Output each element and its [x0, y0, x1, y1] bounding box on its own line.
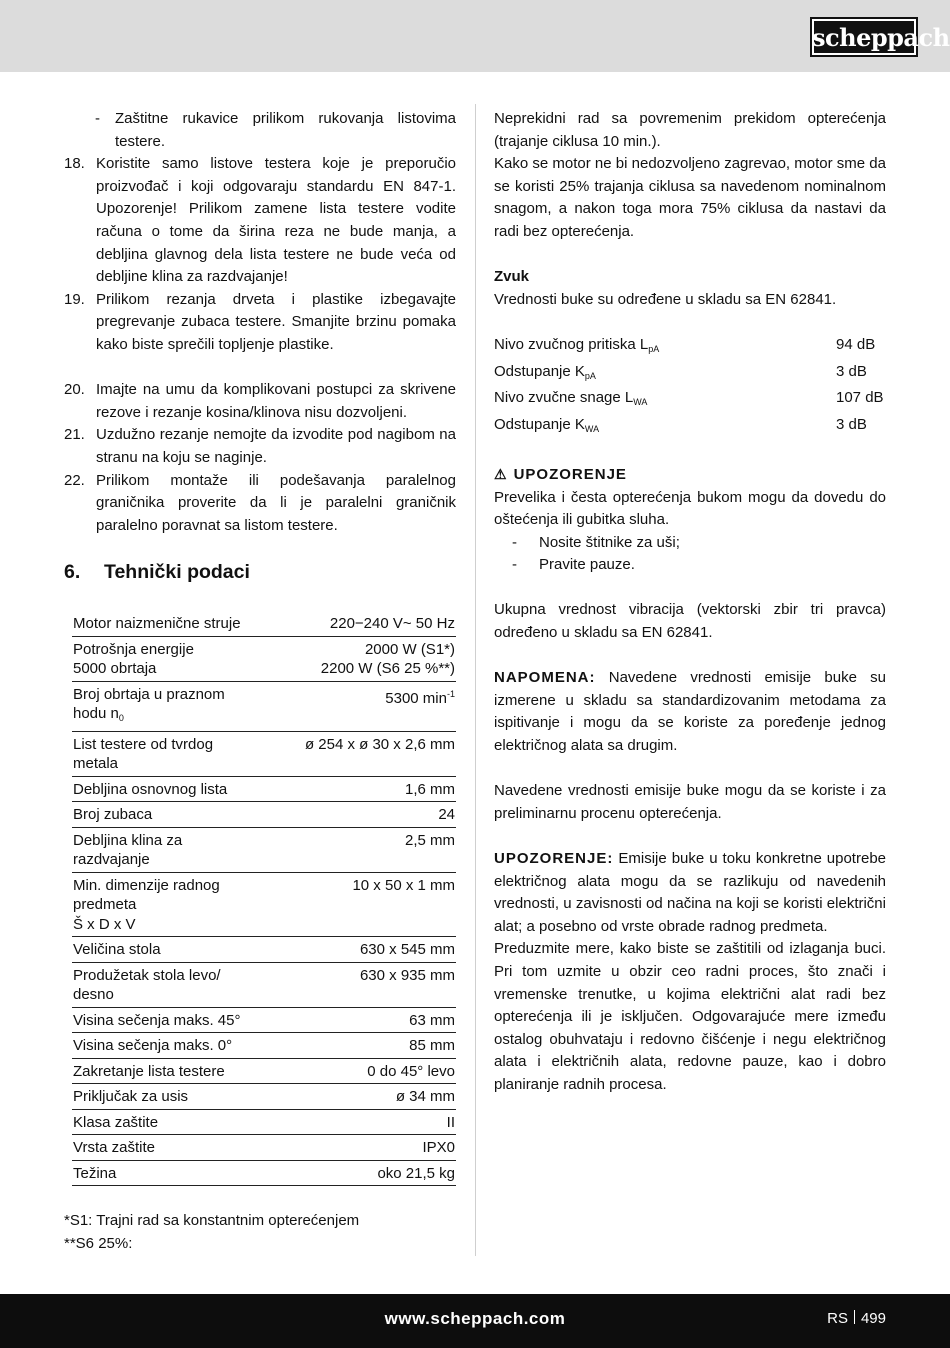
noise-value: 3 dB — [836, 362, 867, 380]
spec-label: Vrsta zaštite — [72, 1135, 302, 1161]
table-row — [72, 937, 456, 963]
paragraph: UPOZORENJE: Emisije buke u toku konkretne upotrebe električnog alata mogu da se razlikuju od navedenih vrednosti, u zavisnosti od načina na koji se koristi električni alat; a posebno od vrste obrade radnog predmeta. — [494, 850, 886, 935]
list-number: 19. — [64, 290, 85, 308]
list-bullet: - — [95, 110, 100, 127]
paragraph: Ukupna vrednost vibracija (vektorski zbir tri pravca) određeno u skladu sa EN 62841. — [494, 601, 886, 642]
spec-value: 24 — [302, 802, 456, 828]
table-row — [72, 776, 456, 802]
noise-label: Odstupanje K — [494, 362, 585, 380]
spec-value: 1,6 mm — [302, 776, 456, 802]
noise-label: Odstupanje K — [494, 415, 585, 433]
spec-label: Klasa zaštite — [72, 1109, 302, 1135]
noise-label: Nivo zvučne snage L — [494, 389, 634, 407]
table-row — [72, 1033, 456, 1059]
spec-value: 10 x 50 x 1 mm — [302, 872, 456, 937]
paragraph: Prevelika i česta opterećenja bukom mogu da dovedu do oštećenja ili gubitka sluha. — [494, 488, 886, 529]
spec-label: Veličina stola — [72, 937, 302, 963]
paragraph: Neprekidni rad sa povremenim prekidom opterećenja (trajanje ciklusa 10 min.). — [494, 110, 886, 150]
footnote: **S6 25%: — [64, 1234, 133, 1252]
spec-label: Produžetak stola levo/ desno — [72, 962, 302, 1007]
safety-list-b — [64, 379, 456, 537]
list-number: 21. — [64, 426, 85, 444]
spec-label: Visina sečenja maks. 0° — [72, 1033, 302, 1059]
list-item: Odstupanje $K_{pA}$ 3 dB — [494, 361, 886, 388]
footnotes — [64, 1210, 456, 1255]
list-item: - Nosite štitnike za uši; — [494, 532, 886, 555]
website-link[interactable]: www.scheppach.com — [384, 1309, 566, 1328]
spec-label: Težina — [72, 1160, 302, 1186]
table-row — [72, 1160, 456, 1186]
technical-data-table — [72, 612, 456, 1186]
paragraph: Preduzmite mere, kako biste se zaštitili od izlaganja buci. Pri tom uzmite u obzir ceo radni proces, što znači i vremenske trenutke, u kojima električni alat radi bez opterećenja ili je isključen. Odgovarajuće mere između ostalog obuhvataju i redovno čišćenje i negu električnog alata i električnih alata, redovne pauze, kao i dobro planiranje radnih procesa. — [494, 940, 886, 1093]
list-text: Zaštitne rukavice prilikom rukovanja listovima testere. — [115, 110, 456, 150]
list-text: Pravite pauze. — [539, 556, 635, 574]
paragraph: Vrednosti buke su određene u skladu sa EN 62841. — [494, 290, 837, 308]
table-row — [72, 1109, 456, 1135]
list-item — [64, 289, 456, 357]
spec-value: II — [302, 1109, 456, 1135]
table-row — [72, 1135, 456, 1161]
list-text: Imajte na umu da komplikovani postupci za skrivene rezove i rezanje kosina/klinova nisu dozvoljeni. — [96, 381, 456, 421]
table-row — [72, 636, 456, 681]
spec-value: ø 34 mm — [302, 1084, 456, 1110]
page-header — [0, 0, 950, 72]
section-heading — [64, 558, 456, 586]
spec-label: Zakretanje lista testere — [72, 1058, 302, 1084]
left-column — [64, 108, 456, 1255]
table-row — [72, 802, 456, 828]
warning-heading: ⚠ UPOZORENJE — [494, 463, 886, 487]
list-item: Odstupanje $K_{WA}$ 3 dB — [494, 414, 886, 441]
note-label: NAPOMENA: — [494, 669, 596, 687]
list-text: Uzdužno rezanje nemojte da izvodite pod nagibom na stranu na koju se naginje. — [96, 426, 456, 466]
table-row — [72, 827, 456, 872]
list-number: 18. — [64, 155, 85, 173]
spec-label: Broj zubaca — [72, 802, 302, 828]
page-footer — [0, 1294, 950, 1348]
safety-list-a — [64, 153, 456, 356]
spec-value: 0 do 45° levo — [302, 1058, 456, 1084]
spec-label: List testere od tvrdog metala — [72, 731, 302, 776]
warning-triangle-icon: ⚠ — [494, 465, 508, 482]
section-number: 6. — [64, 561, 81, 584]
table-row — [72, 962, 456, 1007]
spec-label: Priključak za usis — [72, 1084, 302, 1110]
spec-value: 2,5 mm — [302, 827, 456, 872]
table-row — [72, 1084, 456, 1110]
scheppach-logo: scheppach — [810, 17, 918, 57]
spec-value: IPX0 — [302, 1135, 456, 1161]
list-text: Nosite štitnike za uši; — [539, 533, 680, 551]
list-item — [64, 108, 456, 153]
right-column — [494, 108, 886, 1097]
spec-label: Potrošnja energije 5000 obrtaja — [72, 636, 302, 681]
spec-value: 2000 W (S1*) 2200 W (S6 25 %**) — [302, 636, 456, 681]
list-text: Prilikom rezanja drveta i plastike izbegavajte pregrevanje zubaca testere. Smanjite brzinu pomaka kako biste sprečili topljenje plastike. — [96, 290, 456, 353]
page-number: RS 499 — [827, 1310, 886, 1327]
spec-value: 630 x 935 mm — [302, 962, 456, 1007]
spec-label: Broj obrtaja u praznom hodu $n_0$ — [72, 681, 302, 731]
list-number: 22. — [64, 471, 85, 489]
spec-label: Min. dimenzije radnog predmeta Š x D x V — [72, 872, 302, 937]
footnote: *S1: Trajni rad sa konstantnim opterećenjem — [64, 1212, 360, 1230]
table-row — [72, 681, 456, 731]
column-divider — [475, 104, 476, 1256]
list-item: - Pravite pauze. — [494, 554, 886, 577]
list-item — [64, 424, 456, 469]
paragraph: Navedene vrednosti emisije buke mogu da se koriste i za preliminarnu procenu opterećenja. — [494, 782, 886, 822]
table-row — [72, 872, 456, 937]
list-item — [64, 470, 456, 538]
spec-value: 5300 $\min^{-1}$ — [302, 681, 456, 731]
spec-value: 63 mm — [302, 1007, 456, 1033]
list-text: Prilikom montaže ili podešavanja paralelnog graničnika proverite da li je paralelni graničnik paralelno poravnat sa listom testere. — [96, 471, 456, 534]
spec-value: 85 mm — [302, 1033, 456, 1059]
table-row — [72, 1007, 456, 1033]
spec-label: Motor naizmenične struje — [72, 612, 302, 636]
paragraph: Kako se motor ne bi nedozvoljeno zagrevao, motor sme da se koristi 25% trajanja ciklusa sa navedenom nominalnom snagom, a nakon toga mora 75% ciklusa da nastavi da radi bez opterećenja. — [494, 155, 886, 240]
list-item — [64, 153, 456, 289]
list-item: Nivo zvučne snage $L_{WA}$ 107 dB — [494, 387, 886, 414]
spec-value: ø 254 x ø 30 x 2,6 mm — [302, 731, 456, 776]
spec-label: Visina sečenja maks. 45° — [72, 1007, 302, 1033]
sound-heading: Zvuk — [494, 268, 530, 286]
section-title: Tehnički podaci — [104, 561, 250, 584]
table-row — [72, 731, 456, 776]
spec-value: 630 x 545 mm — [302, 937, 456, 963]
noise-label: Nivo zvučnog pritiska L — [494, 335, 649, 353]
noise-values — [494, 334, 886, 440]
spec-value: 220−240 V~ 50 Hz — [302, 612, 456, 636]
table-row — [72, 612, 456, 636]
spec-label: Debljina klina za razdvajanje — [72, 827, 302, 872]
warning-label: UPOZORENJE: — [494, 850, 614, 867]
list-text: Koristite samo listove testera koje je preporučio proizvođač i koji odgovaraju standardu EN 847-1. Upozorenje! Prilikom zamene lista testere vodite računa o tome da širina reza ne bude manja, a debljina glavnog dela lista testere ne bude veća od debljine klina za razdvajanje! — [96, 155, 456, 286]
noise-value: 3 dB — [836, 415, 867, 433]
spec-label: Debljina osnovnog lista — [72, 776, 302, 802]
noise-value: 94 dB — [836, 335, 876, 353]
list-item — [64, 379, 456, 424]
list-number: 20. — [64, 381, 85, 399]
spec-value: oko 21,5 kg — [302, 1160, 456, 1186]
list-item: Nivo zvučnog pritiska $L_{pA}$ 94 dB — [494, 334, 886, 361]
paragraph: NAPOMENA: Navedene vrednosti emisije buke su izmerene u skladu sa standardizovanim metodama za ispitivanje i mogu da se koriste za poređenje jednog električnog alata sa drugim. — [494, 669, 886, 755]
noise-value: 107 dB — [836, 389, 884, 407]
table-row — [72, 1058, 456, 1084]
